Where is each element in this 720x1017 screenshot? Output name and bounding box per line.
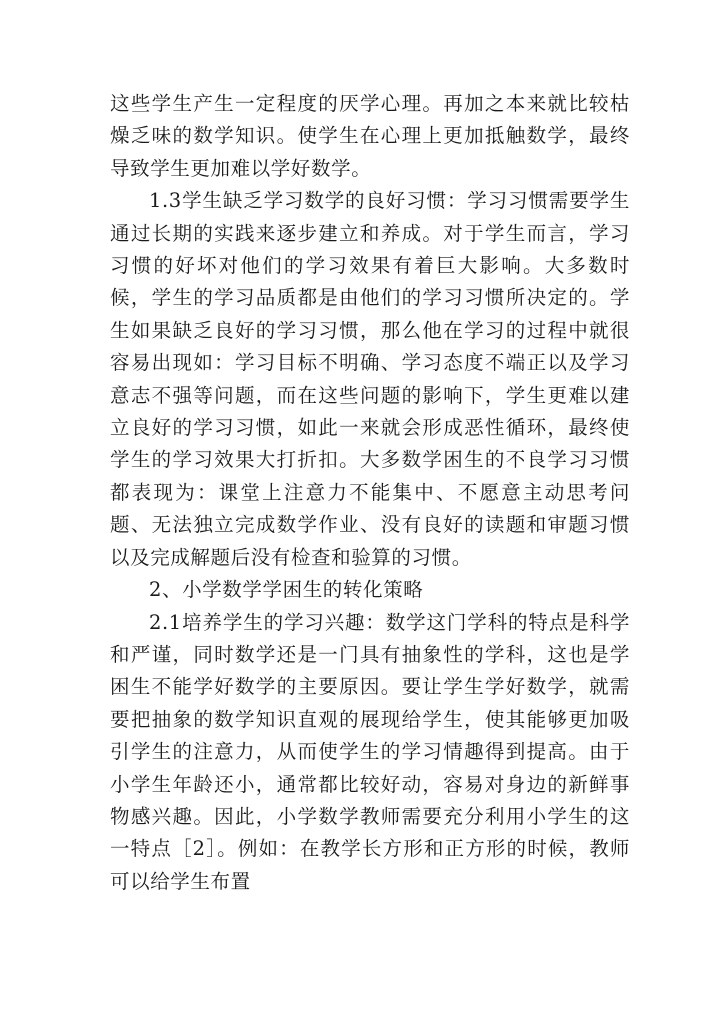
paragraph-continuation: 这些学生产生一定程度的厌学心理。再加之本来就比较枯燥乏味的数学知识。使学生在心理上更加抵触数学，最终导致学生更加难以学好数学。 [110, 92, 630, 180]
paragraph-section-2-1: 2.1培养学生的学习兴趣：数学这门学科的特点是科学和严谨，同时数学还是一门具有抽象性的学科，这也是学困生不能学好数学的主要原因。要让学生学好数学，就需要把抽象的数学知识直观的展现给学生，使其能够更加吸引学生的注意力，从而使学生的学习情趣得到提高。由于小学生年龄还小，通常都比较好动，容易对身边的新鲜事物感兴趣。因此，小学数学教师需要充分利用小学生的这一特点［2］。例如：在教学长方形和正方形的时候，教师可以给学生布置 [110, 610, 630, 893]
section-heading-2: 2、小学数学学困生的转化策略 [149, 578, 424, 602]
paragraph-section-1-3: 1.3学生缺乏学习数学的良好习惯：学习习惯需要学生通过长期的实践来逐步建立和养成。对于学生而言，学习习惯的好坏对他们的学习效果有着巨大影响。大多数时候，学生的学习品质都是由他们的学习习惯所决定的。学生如果缺乏良好的学习习惯，那么他在学习的过程中就很容易出现如：学习目标不明确、学习态度不端正以及学习意志不强等问题，而在这些问题的影响下，学生更难以建立良好的学习习惯，如此一来就会形成恶性循环，最终使学生的学习效果大打折扣。大多数学困生的不良学习习惯都表现为：课堂上注意力不能集中、不愿意主动思考问题、无法独立完成数学作业、没有良好的读题和审题习惯以及完成解题后没有检查和验算的习惯。 [110, 189, 630, 569]
document-body [110, 88, 630, 898]
